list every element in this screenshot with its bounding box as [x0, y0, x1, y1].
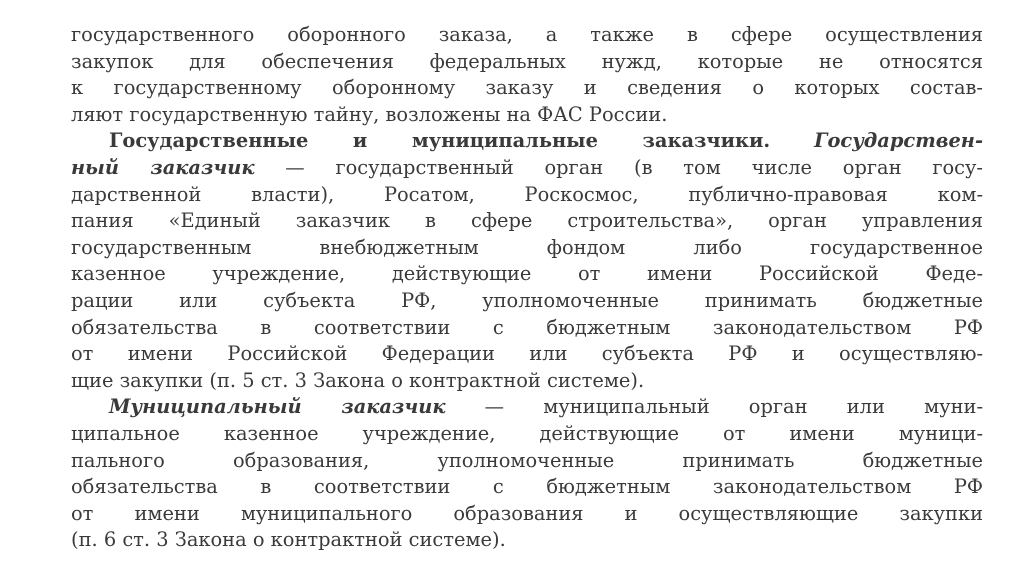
term-municipal-customer: Муниципальный заказчик	[109, 395, 446, 419]
text-line: рации или субъекта РФ, уполномоченные принимать бюджетные	[71, 288, 983, 312]
text-line: от имени Российской Федерации или субъекта РФ и осуществляю-	[71, 342, 983, 366]
text-line: государственным внебюджетным фондом либо государственное	[71, 235, 983, 259]
text-line: ципальное казенное учреждение, действующие от имени муници-	[71, 421, 983, 445]
text-line: обязательства в соответствии с бюджетным законодательством РФ	[71, 475, 983, 499]
definition-text: — муниципальный орган или муни-	[445, 395, 983, 419]
document-text	[71, 22, 983, 554]
term-state-customer: Государствен-	[814, 129, 983, 153]
text-line	[71, 394, 983, 421]
text-line: государственного оборонного заказа, а также в сфере осуществления	[71, 23, 983, 46]
definition-text: — государственный орган (в том числе орган госу-	[254, 155, 983, 179]
text-line: щие закупки (п. 5 ст. 3 Закона о контрактной системе).	[71, 368, 645, 392]
term-state-customer-cont: ный заказчик	[71, 155, 255, 179]
text-line: от имени муниципального образования и осуществляющие закупки	[71, 501, 983, 525]
text-line: к государственному оборонному заказу и сведения о которых состав-	[71, 76, 983, 100]
text-line: казенное учреждение, действующие от имени Российской Феде-	[71, 262, 983, 286]
text-line	[71, 155, 983, 182]
text-line: обязательства в соответствии с бюджетным законодательством РФ	[71, 315, 983, 339]
text-line: ляют государственную тайну, возложены на ФАС России.	[71, 102, 668, 126]
text-line: (п. 6 ст. 3 Закона о контрактной системе).	[71, 528, 506, 552]
section-heading: Государственные и муниципальные заказчики.	[109, 129, 771, 153]
text-line: пального образования, уполномоченные принимать бюджетные	[71, 448, 983, 472]
text-line: закупок для обеспечения федеральных нужд, которые не относятся	[71, 49, 983, 73]
text-line: дарственной власти), Росатом, Роскосмос, публично-правовая ком-	[71, 182, 983, 206]
section-heading-line	[71, 128, 983, 155]
text-line: пания «Единый заказчик в сфере строительства», орган управления	[71, 209, 983, 233]
